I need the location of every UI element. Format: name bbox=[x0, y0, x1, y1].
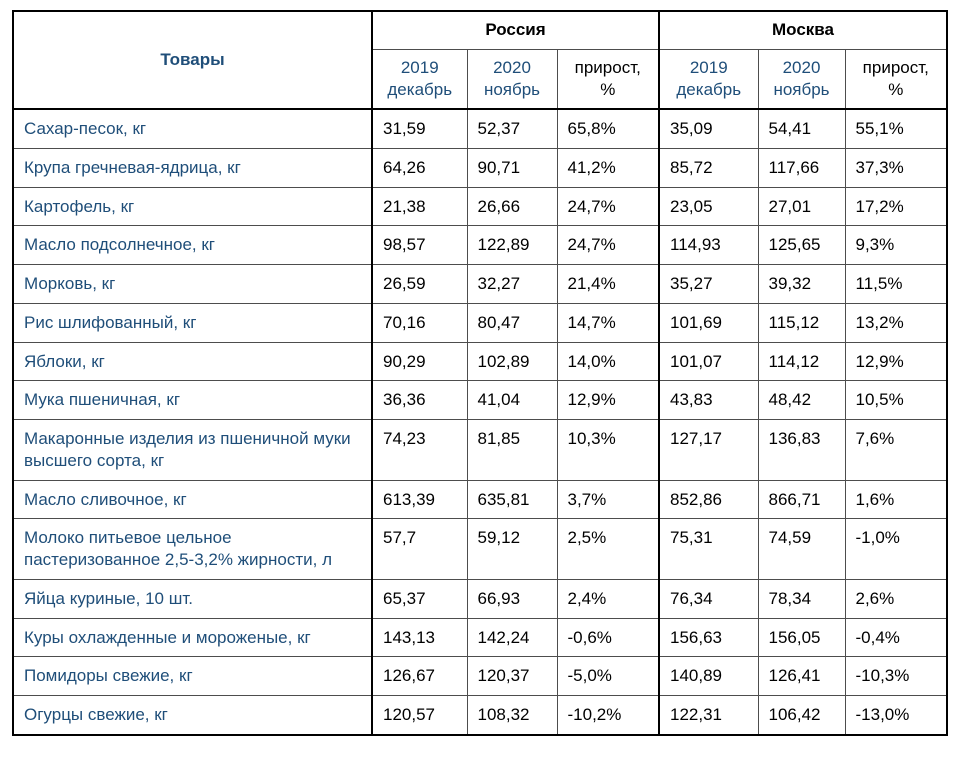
value-cell-russia-2019: 120,57 bbox=[372, 696, 467, 735]
month-label: ноябрь bbox=[483, 79, 541, 99]
product-name-cell: Молоко питьевое цельное пастеризованное 2,5-3,2% жирности, л bbox=[13, 519, 372, 580]
table-header bbox=[13, 11, 947, 109]
value-cell-moscow-growth: -0,4% bbox=[845, 618, 947, 657]
table-row bbox=[13, 342, 947, 381]
value-cell-moscow-2020: 39,32 bbox=[758, 265, 845, 304]
header-moscow-2019-december bbox=[659, 49, 758, 109]
table-row bbox=[13, 109, 947, 148]
value-cell-russia-2019: 65,37 bbox=[372, 579, 467, 618]
table-row bbox=[13, 226, 947, 265]
value-cell-russia-growth: -10,2% bbox=[557, 696, 659, 735]
value-cell-russia-growth: -5,0% bbox=[557, 657, 659, 696]
product-name-cell: Сахар-песок, кг bbox=[13, 109, 372, 148]
month-label: декабрь bbox=[387, 79, 453, 99]
products-column-header: Товары bbox=[13, 11, 372, 109]
value-cell-russia-2020: 26,66 bbox=[467, 187, 557, 226]
table-row bbox=[13, 148, 947, 187]
value-cell-moscow-growth: 55,1% bbox=[845, 109, 947, 148]
region-header-row bbox=[13, 11, 947, 49]
value-cell-russia-2019: 57,7 bbox=[372, 519, 467, 580]
value-cell-moscow-growth: 12,9% bbox=[845, 342, 947, 381]
value-cell-russia-2019: 126,67 bbox=[372, 657, 467, 696]
value-cell-russia-2019: 36,36 bbox=[372, 381, 467, 420]
value-cell-moscow-2019: 852,86 bbox=[659, 480, 758, 519]
value-cell-russia-growth: 24,7% bbox=[557, 226, 659, 265]
value-cell-russia-2019: 31,59 bbox=[372, 109, 467, 148]
year-label: 2020 bbox=[782, 58, 821, 77]
value-cell-russia-2019: 70,16 bbox=[372, 303, 467, 342]
growth-label: прирост, bbox=[574, 58, 641, 77]
value-cell-russia-growth: 14,7% bbox=[557, 303, 659, 342]
price-comparison-table bbox=[12, 10, 948, 736]
value-cell-russia-growth: 3,7% bbox=[557, 480, 659, 519]
month-label: декабрь bbox=[676, 79, 742, 99]
value-cell-moscow-2020: 156,05 bbox=[758, 618, 845, 657]
product-name-cell: Мука пшеничная, кг bbox=[13, 381, 372, 420]
year-label: 2020 bbox=[493, 58, 531, 77]
value-cell-russia-growth: 21,4% bbox=[557, 265, 659, 304]
value-cell-russia-2020: 102,89 bbox=[467, 342, 557, 381]
value-cell-moscow-2019: 76,34 bbox=[659, 579, 758, 618]
header-russia-2019-december bbox=[372, 49, 467, 109]
value-cell-russia-growth: 10,3% bbox=[557, 420, 659, 481]
value-cell-russia-2020: 32,27 bbox=[467, 265, 557, 304]
value-cell-russia-2020: 59,12 bbox=[467, 519, 557, 580]
year-label: 2019 bbox=[689, 58, 728, 77]
table-row bbox=[13, 381, 947, 420]
value-cell-russia-growth: 2,4% bbox=[557, 579, 659, 618]
value-cell-moscow-2019: 23,05 bbox=[659, 187, 758, 226]
value-cell-moscow-growth: -10,3% bbox=[845, 657, 947, 696]
value-cell-moscow-2019: 140,89 bbox=[659, 657, 758, 696]
value-cell-moscow-2020: 74,59 bbox=[758, 519, 845, 580]
value-cell-moscow-growth: 11,5% bbox=[845, 265, 947, 304]
region-header-moscow: Москва bbox=[659, 11, 947, 49]
value-cell-russia-2019: 143,13 bbox=[372, 618, 467, 657]
value-cell-russia-growth: -0,6% bbox=[557, 618, 659, 657]
table-row bbox=[13, 618, 947, 657]
value-cell-russia-2020: 81,85 bbox=[467, 420, 557, 481]
product-name-cell: Масло сливочное, кг bbox=[13, 480, 372, 519]
product-name-cell: Яблоки, кг bbox=[13, 342, 372, 381]
value-cell-moscow-2020: 54,41 bbox=[758, 109, 845, 148]
value-cell-russia-growth: 14,0% bbox=[557, 342, 659, 381]
value-cell-russia-2020: 122,89 bbox=[467, 226, 557, 265]
percent-label: % bbox=[600, 79, 616, 99]
value-cell-russia-growth: 41,2% bbox=[557, 148, 659, 187]
value-cell-moscow-growth: 1,6% bbox=[845, 480, 947, 519]
value-cell-russia-2020: 635,81 bbox=[467, 480, 557, 519]
value-cell-moscow-2020: 136,83 bbox=[758, 420, 845, 481]
value-cell-moscow-2019: 75,31 bbox=[659, 519, 758, 580]
value-cell-moscow-2019: 101,69 bbox=[659, 303, 758, 342]
table-row bbox=[13, 519, 947, 580]
table-row bbox=[13, 420, 947, 481]
value-cell-moscow-2019: 85,72 bbox=[659, 148, 758, 187]
value-cell-moscow-growth: 37,3% bbox=[845, 148, 947, 187]
percent-label: % bbox=[888, 79, 904, 99]
value-cell-russia-2020: 90,71 bbox=[467, 148, 557, 187]
header-russia-2020-november bbox=[467, 49, 557, 109]
table-body bbox=[13, 109, 947, 735]
value-cell-moscow-2020: 117,66 bbox=[758, 148, 845, 187]
table-row bbox=[13, 265, 947, 304]
product-name-cell: Картофель, кг bbox=[13, 187, 372, 226]
value-cell-moscow-2020: 27,01 bbox=[758, 187, 845, 226]
table-row bbox=[13, 187, 947, 226]
value-cell-russia-2020: 66,93 bbox=[467, 579, 557, 618]
product-name-cell: Яйца куриные, 10 шт. bbox=[13, 579, 372, 618]
year-label: 2019 bbox=[400, 58, 439, 77]
table-row bbox=[13, 303, 947, 342]
value-cell-moscow-2020: 866,71 bbox=[758, 480, 845, 519]
table-row bbox=[13, 480, 947, 519]
value-cell-russia-2019: 26,59 bbox=[372, 265, 467, 304]
value-cell-moscow-2020: 48,42 bbox=[758, 381, 845, 420]
value-cell-moscow-2019: 114,93 bbox=[659, 226, 758, 265]
value-cell-moscow-2020: 78,34 bbox=[758, 579, 845, 618]
value-cell-russia-2020: 52,37 bbox=[467, 109, 557, 148]
product-name-cell: Крупа гречневая-ядрица, кг bbox=[13, 148, 372, 187]
value-cell-russia-2019: 90,29 bbox=[372, 342, 467, 381]
value-cell-russia-growth: 65,8% bbox=[557, 109, 659, 148]
value-cell-moscow-2019: 156,63 bbox=[659, 618, 758, 657]
value-cell-moscow-2019: 122,31 bbox=[659, 696, 758, 735]
value-cell-moscow-2020: 125,65 bbox=[758, 226, 845, 265]
value-cell-moscow-growth: 9,3% bbox=[845, 226, 947, 265]
value-cell-moscow-growth: 7,6% bbox=[845, 420, 947, 481]
value-cell-russia-growth: 2,5% bbox=[557, 519, 659, 580]
region-header-russia: Россия bbox=[372, 11, 659, 49]
value-cell-moscow-growth: 13,2% bbox=[845, 303, 947, 342]
value-cell-moscow-2019: 35,27 bbox=[659, 265, 758, 304]
value-cell-moscow-growth: -13,0% bbox=[845, 696, 947, 735]
product-name-cell: Макаронные изделия из пшеничной муки высшего сорта, кг bbox=[13, 420, 372, 481]
product-name-cell: Куры охлажденные и мороженые, кг bbox=[13, 618, 372, 657]
value-cell-russia-2020: 80,47 bbox=[467, 303, 557, 342]
table-row bbox=[13, 579, 947, 618]
value-cell-russia-2020: 41,04 bbox=[467, 381, 557, 420]
value-cell-moscow-2020: 126,41 bbox=[758, 657, 845, 696]
product-name-cell: Морковь, кг bbox=[13, 265, 372, 304]
month-label: ноябрь bbox=[773, 79, 830, 99]
product-name-cell: Рис шлифованный, кг bbox=[13, 303, 372, 342]
header-moscow-growth-percent bbox=[845, 49, 947, 109]
product-name-cell: Масло подсолнечное, кг bbox=[13, 226, 372, 265]
value-cell-moscow-2019: 43,83 bbox=[659, 381, 758, 420]
value-cell-russia-2020: 108,32 bbox=[467, 696, 557, 735]
value-cell-russia-2019: 74,23 bbox=[372, 420, 467, 481]
value-cell-russia-2019: 64,26 bbox=[372, 148, 467, 187]
value-cell-moscow-growth: 10,5% bbox=[845, 381, 947, 420]
product-name-cell: Огурцы свежие, кг bbox=[13, 696, 372, 735]
product-name-cell: Помидоры свежие, кг bbox=[13, 657, 372, 696]
header-moscow-2020-november bbox=[758, 49, 845, 109]
table-row bbox=[13, 696, 947, 735]
value-cell-moscow-growth: -1,0% bbox=[845, 519, 947, 580]
value-cell-moscow-2020: 115,12 bbox=[758, 303, 845, 342]
value-cell-moscow-2019: 127,17 bbox=[659, 420, 758, 481]
value-cell-russia-growth: 12,9% bbox=[557, 381, 659, 420]
value-cell-moscow-growth: 17,2% bbox=[845, 187, 947, 226]
value-cell-moscow-growth: 2,6% bbox=[845, 579, 947, 618]
value-cell-moscow-2019: 101,07 bbox=[659, 342, 758, 381]
value-cell-russia-2019: 21,38 bbox=[372, 187, 467, 226]
header-russia-growth-percent bbox=[557, 49, 659, 109]
value-cell-russia-2020: 120,37 bbox=[467, 657, 557, 696]
value-cell-russia-2019: 613,39 bbox=[372, 480, 467, 519]
value-cell-russia-growth: 24,7% bbox=[557, 187, 659, 226]
value-cell-moscow-2020: 114,12 bbox=[758, 342, 845, 381]
value-cell-moscow-2019: 35,09 bbox=[659, 109, 758, 148]
value-cell-russia-2020: 142,24 bbox=[467, 618, 557, 657]
growth-label: прирост, bbox=[862, 58, 929, 77]
value-cell-russia-2019: 98,57 bbox=[372, 226, 467, 265]
value-cell-moscow-2020: 106,42 bbox=[758, 696, 845, 735]
table-row bbox=[13, 657, 947, 696]
